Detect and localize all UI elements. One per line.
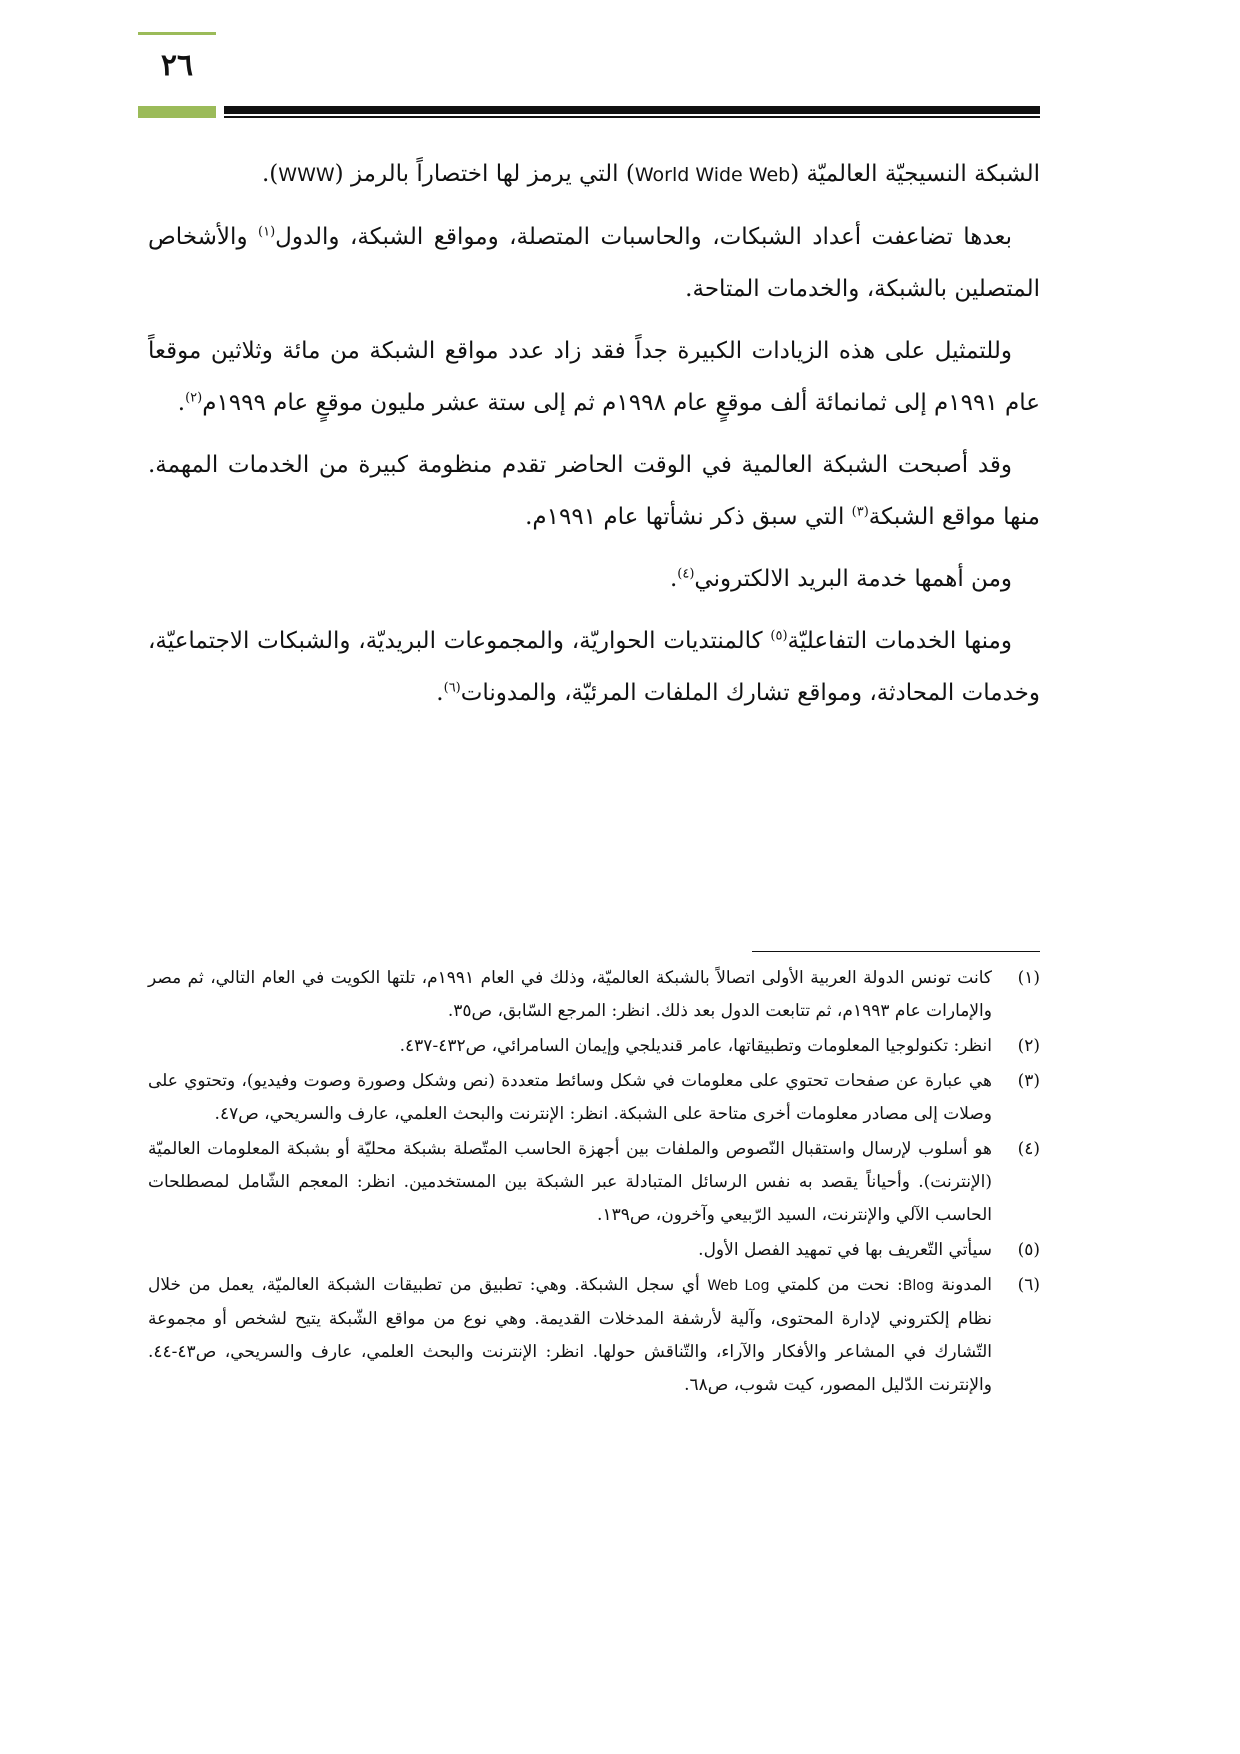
footnote-ref[interactable]: (٤) <box>677 566 695 582</box>
latin-term: WWW <box>278 164 335 186</box>
footnote-number: (١) <box>1017 968 1040 988</box>
footnote-text: كانت تونس الدولة العربية الأولى اتصالاً بالشبكة العالميّة، وذلك في العام ١٩٩١م، تلتها الكويت في العام التالي، ثم مصر والإمارات عام ١٩٩٣م، ثم تتابعت الدول بعد ذلك. انظر: المرجع السّابق، ص٣٥. <box>148 968 992 1021</box>
footnote-text: هي عبارة عن صفحات تحتوي على معلومات في شكل وسائط متعددة (نص وشكل وصورة وصوت وفيديو)، وتحتوي على وصلات إلى مصادر معلومات أخرى متاحة على الشبكة. انظر: الإنترنت والبحث العلمي، عارف والسريحي، ص٤٧. <box>148 1071 992 1124</box>
footnote-number: (٢) <box>1017 1036 1040 1056</box>
footnote-number: (٤) <box>1017 1139 1040 1159</box>
footnote-number: (٣) <box>1017 1071 1040 1091</box>
paragraph-5: ومن أهمها خدمة البريد الالكتروني$^{(٤)}$. <box>669 566 1012 592</box>
header-rule-thin <box>224 116 1040 118</box>
header-accent-line <box>138 32 216 35</box>
paragraph-3: وللتمثيل على هذه الزيادات الكبيرة جداً فقد زاد عدد مواقع الشبكة من مائة وثلاثين موقعاً عام ١٩٩١م إلى ثمانمائة ألف موقعٍ عام ١٩٩٨م ثم إلى ستة عشر مليون موقعٍ عام ١٩٩٩م$^{(٢)}$. <box>148 338 1040 416</box>
paragraph-6: ومنها الخدمات التفاعليّة$^{(٥)}$ كالمنتديات الحواريّة، والمجموعات البريديّة، والشبكات الاجتماعيّة، وخدمات المحادثة، ومواقع تشارك الملفات المرئيّة، والمدونات$^{(٦)}$. <box>148 628 1040 706</box>
header-accent-block <box>138 106 216 118</box>
latin-term: World Wide Web <box>634 164 791 186</box>
latin-term: Blog <box>902 1278 934 1294</box>
footnote-4 <box>148 1133 1040 1232</box>
footnote-text: المدونة Blog: نحت من كلمتي Web Log أي سجل الشبكة. وهي: تطبيق من تطبيقات الشبكة العالميّة، يعمل من خلال نظام إلكتروني لإدارة المحتوى، وآلية لأرشفة المدخلات القديمة. وهي نوع من مواقع الشّبكة يتيح لشخص أو مجموعة التّشارك في المشاعر والأفكار والآراء، والتّناقش حولها. انظر: الإنترنت والبحث العلمي، عارف والسريحي، ص٤٣-٤٤. والإنترنت الدّليل المصور، كيت شوب، ص٦٨. <box>148 1275 992 1395</box>
footnote-number: (٦) <box>1017 1275 1040 1295</box>
footnote-6 <box>148 1269 1040 1402</box>
paragraph-4: وقد أصبحت الشبكة العالمية في الوقت الحاضر تقدم منظومة كبيرة من الخدمات المهمة. منها مواقع الشبكة$^{(٣)}$ التي سبق ذكر نشأتها عام ١٩٩١م. <box>148 452 1040 530</box>
header-rule <box>224 106 1040 114</box>
footnote-3 <box>148 1065 1040 1131</box>
footnote-5 <box>148 1234 1040 1267</box>
body-text <box>148 148 1040 729</box>
footnotes <box>148 962 1040 1404</box>
footnote-text: انظر: تكنولوجيا المعلومات وتطبيقاتها، عامر قنديلجي وإيمان السامرائي، ص٤٣٢-٤٣٧. <box>399 1036 992 1056</box>
footnote-ref[interactable]: (٦) <box>443 680 461 696</box>
footnote-number: (٥) <box>1017 1240 1040 1260</box>
paragraph-1: الشبكة النسيجيّة العالميّة (World Wide Web) التي يرمز لها اختصاراً بالرمز (WWW). <box>262 161 1040 187</box>
latin-term: Web Log <box>707 1278 770 1294</box>
paragraph-2: بعدها تضاعفت أعداد الشبكات، والحاسبات المتصلة، ومواقع الشبكة، والدول$^{(١)}$ والأشخاص المتصلين بالشبكة، والخدمات المتاحة. <box>148 224 1040 302</box>
footnote-text: هو أسلوب لإرسال واستقبال النّصوص والملفات بين أجهزة الحاسب المتّصلة بشبكة محليّة أو بشبكة المعلومات العالميّة (الإنترنت). وأحياناً يقصد به نفس الرسائل المتبادلة عبر الشبكة بين المستخدمين. انظر: المعجم الشّامل لمصطلحات الحاسب الآلي والإنترنت، السيد الرّبيعي وآخرون، ص١٣٩. <box>148 1139 992 1225</box>
footnote-2 <box>148 1030 1040 1063</box>
footnote-separator <box>752 951 1040 952</box>
footnote-ref[interactable]: (٥) <box>770 628 788 644</box>
footnote-ref[interactable]: (٣) <box>851 504 869 520</box>
footnote-ref[interactable]: (١) <box>258 224 276 240</box>
footnote-ref[interactable]: (٢) <box>185 390 203 406</box>
footnote-text: سيأتي التّعريف بها في تمهيد الفصل الأول. <box>698 1240 992 1260</box>
footnote-1 <box>148 962 1040 1028</box>
page-number: ٢٦ <box>160 48 194 83</box>
page-header <box>0 0 1240 130</box>
